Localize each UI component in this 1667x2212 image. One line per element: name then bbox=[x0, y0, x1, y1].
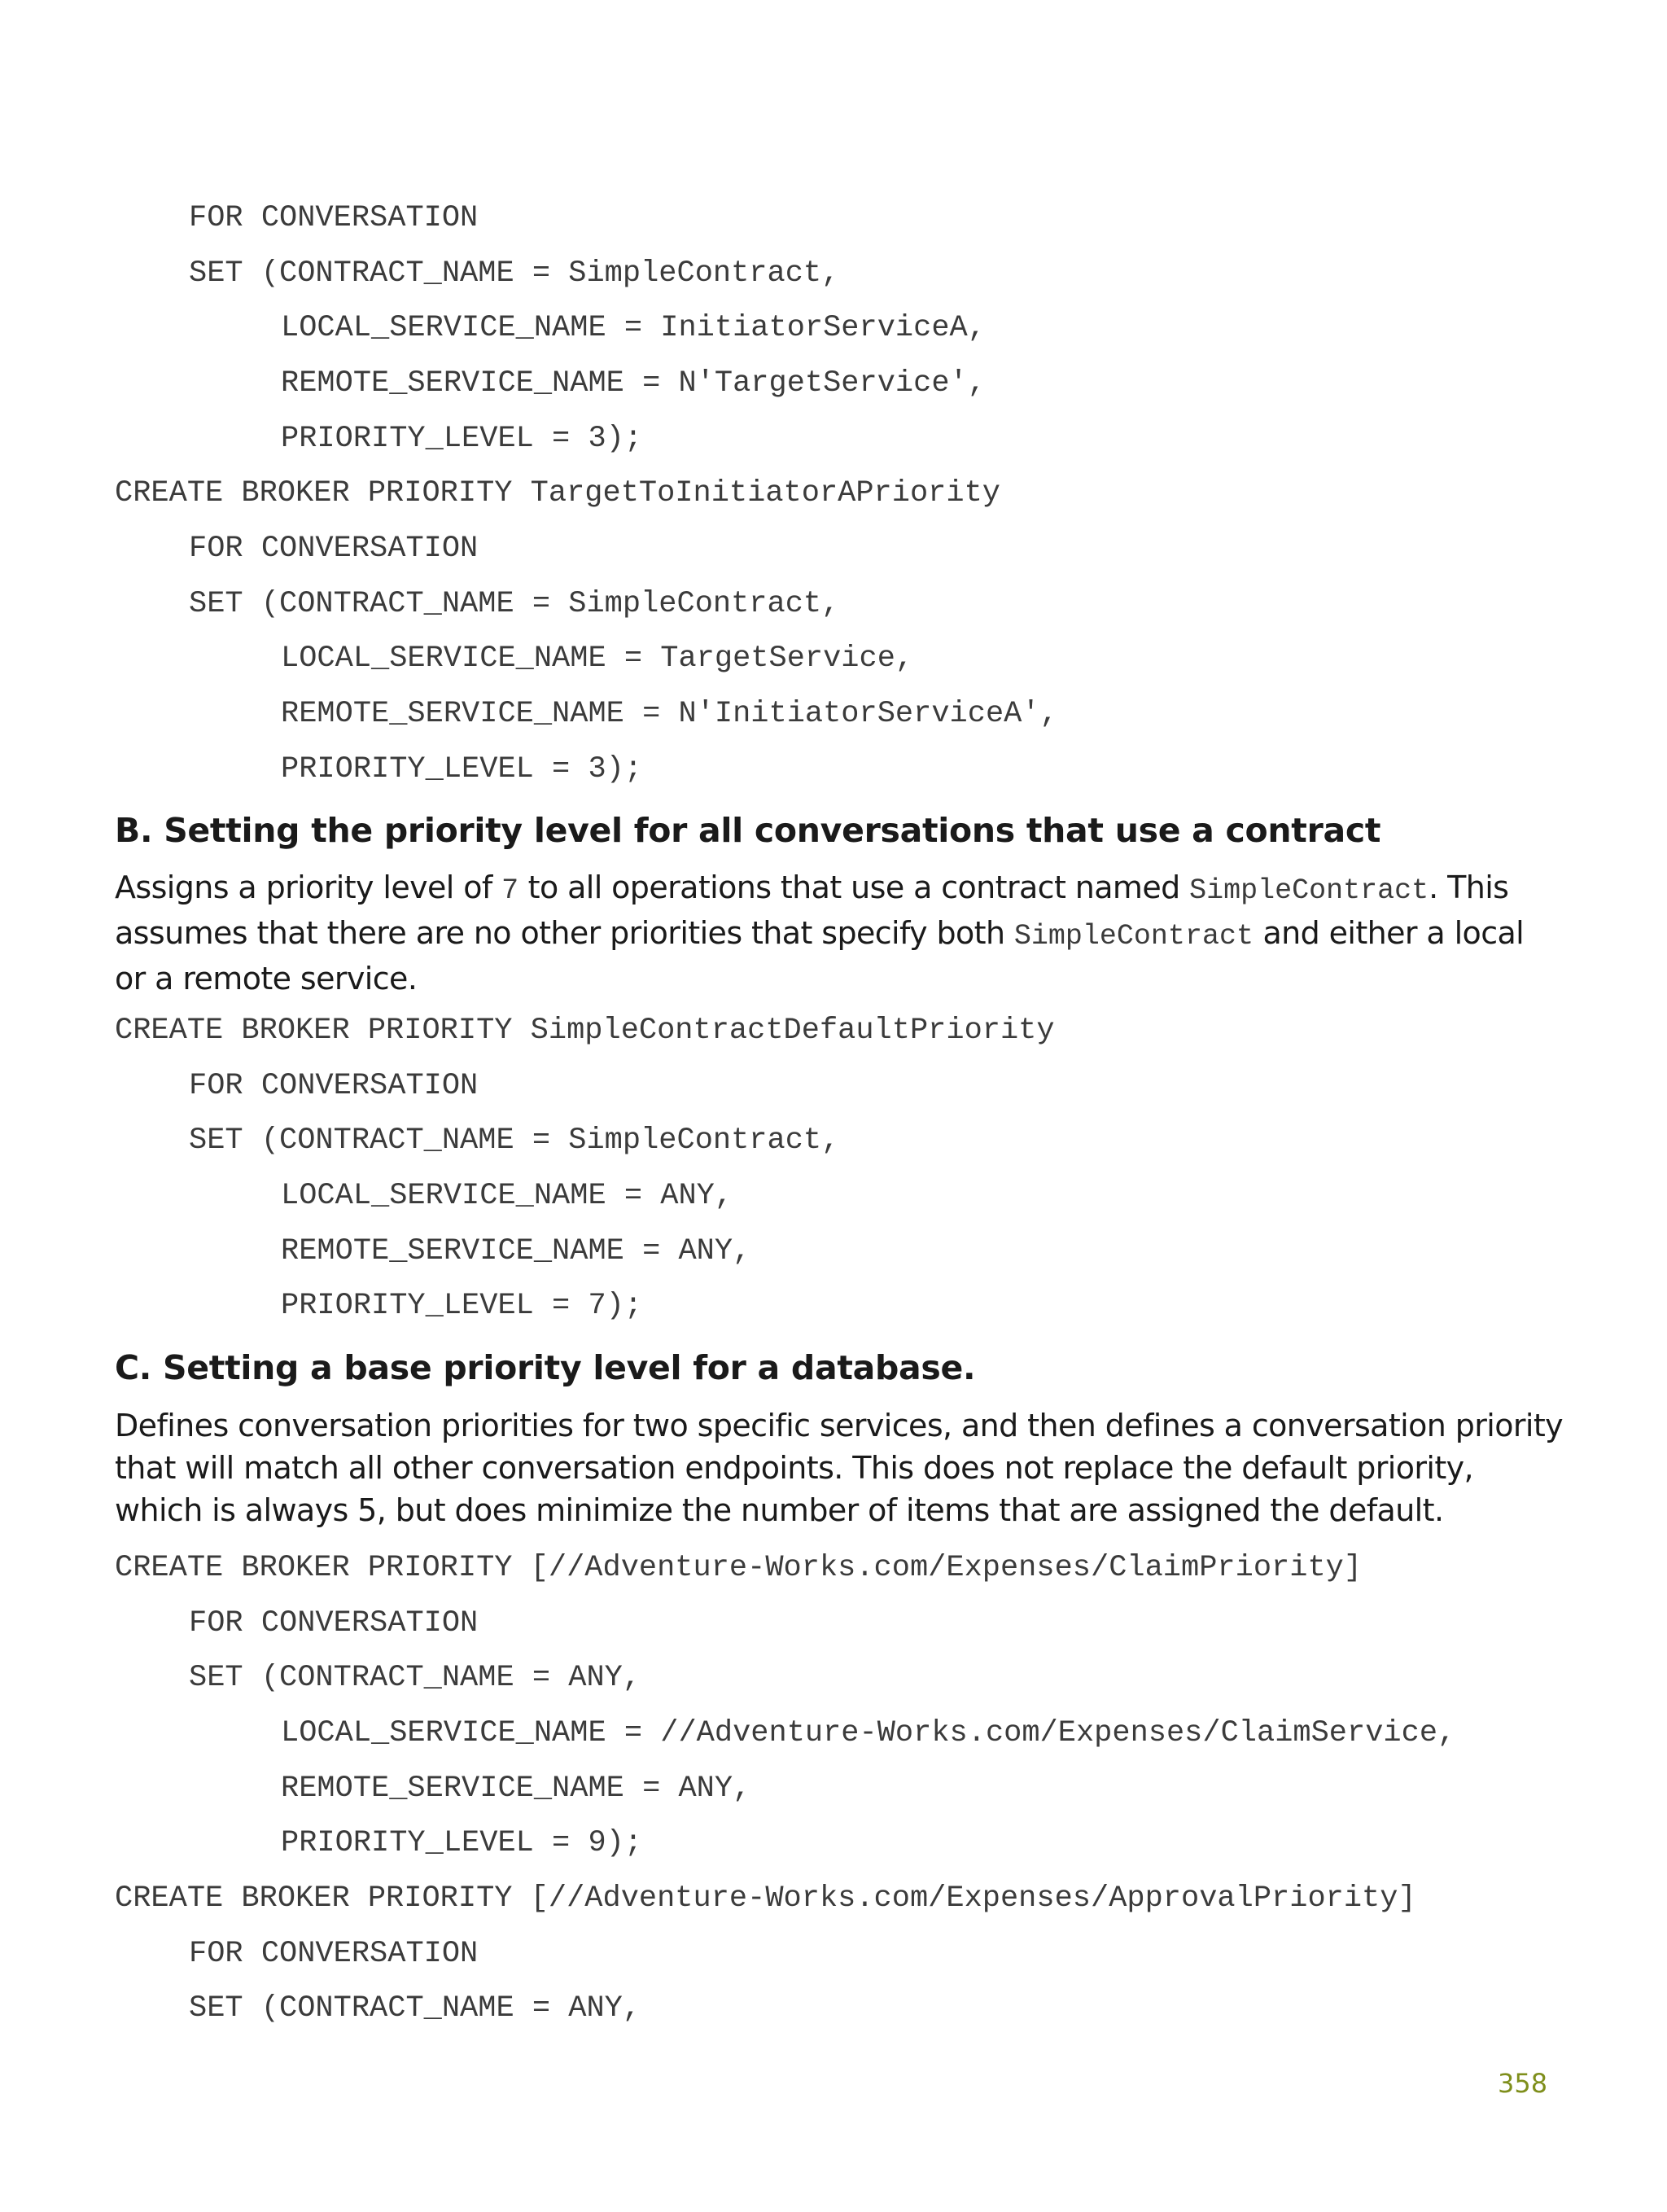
inline-code: SimpleContract bbox=[1013, 920, 1254, 953]
code-line: PRIORITY_LEVEL = 3); bbox=[281, 752, 643, 786]
code-line: PRIORITY_LEVEL = 3); bbox=[281, 422, 643, 456]
code-line: SET (CONTRACT_NAME = SimpleContract, bbox=[189, 587, 840, 621]
paragraph-text: and either a local or a remote service. bbox=[115, 915, 1525, 996]
code-line: LOCAL_SERVICE_NAME = TargetService, bbox=[281, 642, 914, 676]
code-line: CREATE BROKER PRIORITY TargetToInitiatorAPriority bbox=[115, 476, 1000, 510]
code-line: PRIORITY_LEVEL = 9); bbox=[281, 1826, 643, 1860]
code-line: REMOTE_SERVICE_NAME = ANY, bbox=[281, 1234, 751, 1268]
inline-code: 7 bbox=[501, 874, 519, 907]
paragraph-text: Assigns a priority level of bbox=[115, 869, 502, 905]
code-line: FOR CONVERSATION bbox=[189, 532, 479, 566]
code-line: LOCAL_SERVICE_NAME = InitiatorServiceA, bbox=[281, 311, 986, 345]
code-line: REMOTE_SERVICE_NAME = N'InitiatorServiceA', bbox=[281, 697, 1058, 731]
code-line: FOR CONVERSATION bbox=[189, 1937, 479, 1971]
section-b-paragraph bbox=[115, 866, 1564, 1000]
inline-code: SimpleContract bbox=[1189, 874, 1429, 907]
code-line: SET (CONTRACT_NAME = SimpleContract, bbox=[189, 1124, 840, 1158]
code-line: SET (CONTRACT_NAME = ANY, bbox=[189, 1991, 641, 2026]
code-line: CREATE BROKER PRIORITY SimpleContractDefaultPriority bbox=[115, 1014, 1055, 1048]
code-line: SET (CONTRACT_NAME = SimpleContract, bbox=[189, 256, 840, 291]
code-line: CREATE BROKER PRIORITY [//Adventure-Works.com/Expenses/ApprovalPriority] bbox=[115, 1881, 1416, 1916]
section-c-paragraph: Defines conversation priorities for two specific services, and then defines a conversation priority that will match all other conversation endpoints. This does not replace the default priority, which is always 5, but does minimize the number of items that are assigned the default. bbox=[115, 1408, 1564, 1528]
code-line: REMOTE_SERVICE_NAME = N'TargetService', bbox=[281, 366, 986, 401]
paragraph-text: to all operations that use a contract named bbox=[518, 869, 1190, 905]
paragraph-text: . This assumes that there are no other priorities that specify both bbox=[115, 869, 1509, 951]
code-line: LOCAL_SERVICE_NAME = //Adventure-Works.com/Expenses/ClaimService, bbox=[281, 1716, 1456, 1750]
code-line: REMOTE_SERVICE_NAME = ANY, bbox=[281, 1772, 751, 1806]
code-line: FOR CONVERSATION bbox=[189, 1606, 479, 1640]
code-line: FOR CONVERSATION bbox=[189, 1069, 479, 1103]
page-number: 358 bbox=[1498, 2068, 1548, 2099]
code-line: CREATE BROKER PRIORITY [//Adventure-Works.com/Expenses/ClaimPriority] bbox=[115, 1551, 1363, 1585]
code-line: PRIORITY_LEVEL = 7); bbox=[281, 1289, 643, 1323]
section-c-heading: C. Setting a base priority level for a database. bbox=[115, 1348, 976, 1387]
code-line: FOR CONVERSATION bbox=[189, 201, 479, 235]
section-b-heading: B. Setting the priority level for all conversations that use a contract bbox=[115, 811, 1381, 850]
code-line: SET (CONTRACT_NAME = ANY, bbox=[189, 1661, 641, 1695]
code-line: LOCAL_SERVICE_NAME = ANY, bbox=[281, 1179, 733, 1213]
